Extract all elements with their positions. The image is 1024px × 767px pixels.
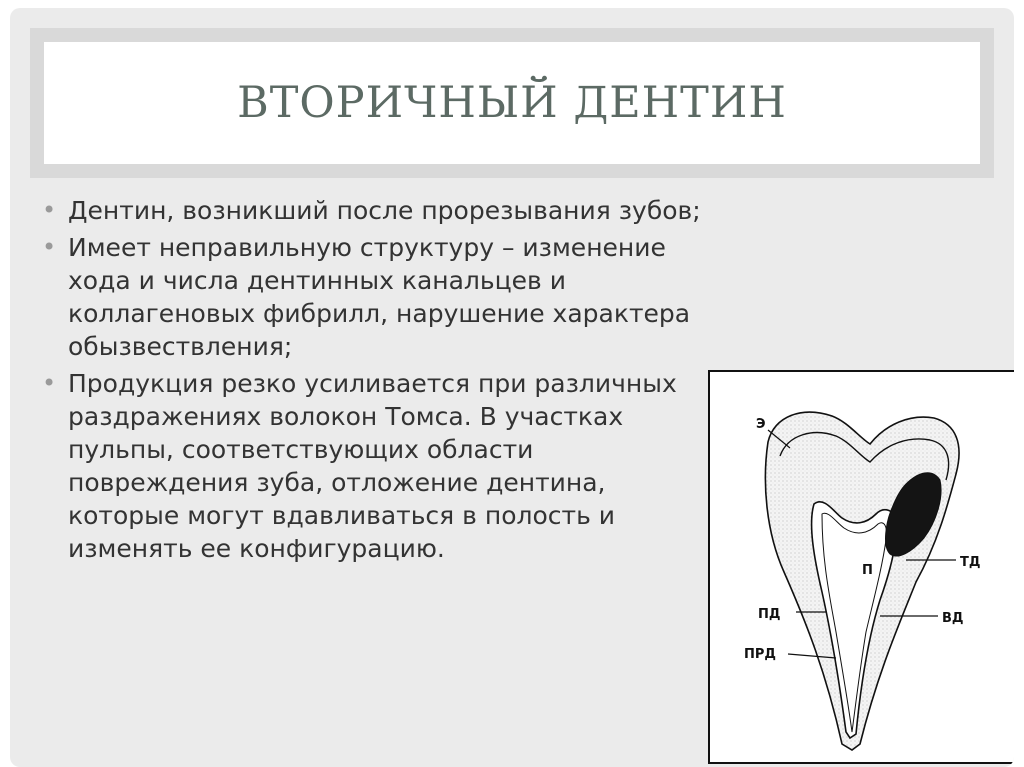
bullet-item [32,367,712,565]
label-pulp: П [862,563,873,578]
title-box [44,42,980,164]
bullet-dot-icon: • [42,196,57,224]
title-frame [30,28,994,178]
tooth-drawing [710,372,1014,762]
bullet-text: Имеет неправильную структуру – изменение хода и числа дентинных канальцев и коллагеновых фибрилл, нарушение характера обызвествления; [68,233,691,361]
label-predentin: ПРД [744,647,776,662]
bullet-text: Продукция резко усиливается при различных раздражениях волокон Томса. В участках пульпы, соответствующих области повреждения зуба, отложение дентина, которые могут вдавливаться в полость и изменять ее конфигурацию. [68,369,677,563]
bullet-item [32,194,712,227]
bullet-dot-icon: • [42,233,57,261]
bullet-text: Дентин, возникший после прорезывания зубов; [68,196,701,225]
tooth-diagram [708,370,1014,764]
label-secondary-dentin: ВД [942,611,964,626]
label-tertiary-dentin: ТД [960,555,981,570]
bullet-dot-icon: • [42,369,57,397]
slide [10,8,1014,767]
slide-title: ВТОРИЧНЫЙ ДЕНТИН [237,78,787,128]
label-enamel: Э [756,417,766,432]
bullet-list [32,194,712,569]
label-primary-dentin: ПД [758,607,781,622]
bullet-item [32,231,712,363]
